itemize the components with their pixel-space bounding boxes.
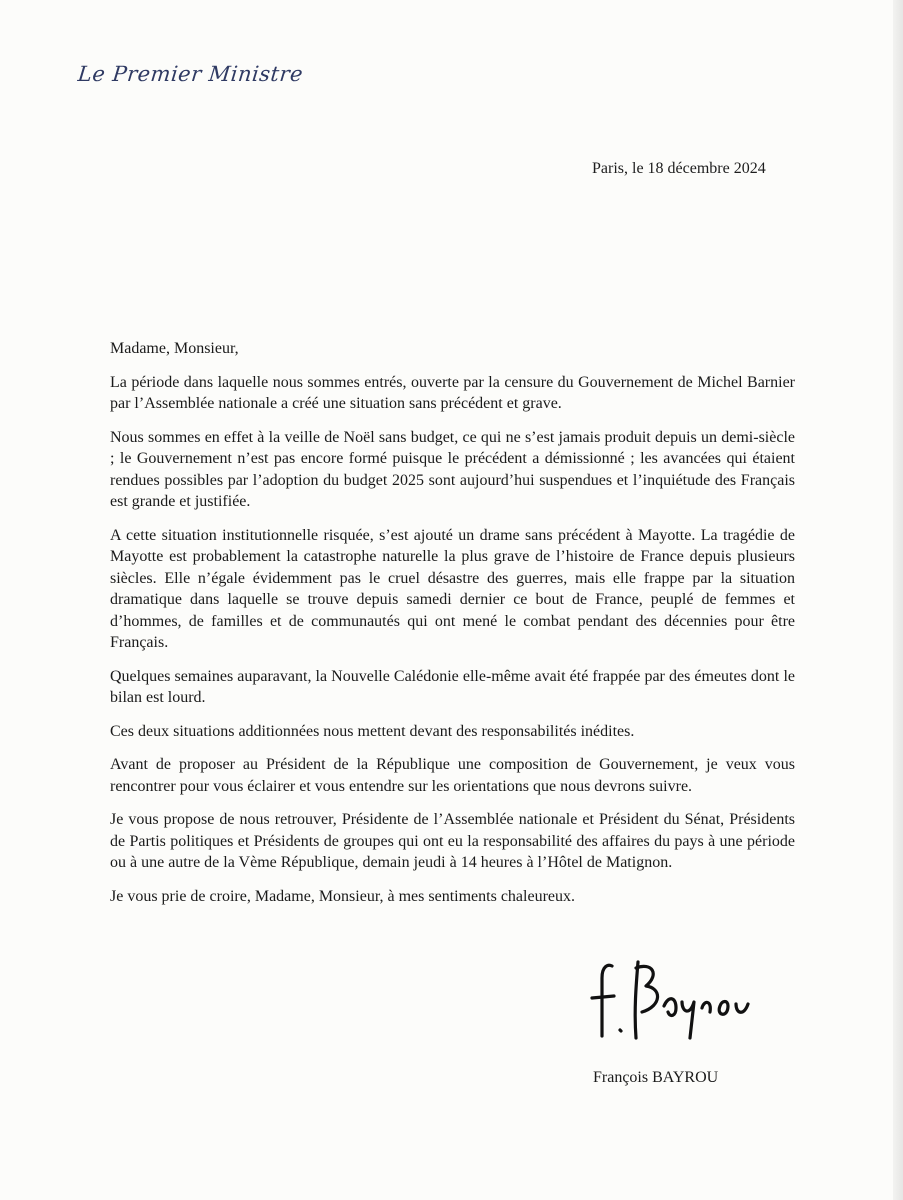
paragraph-2: Nous sommes en effet à la veille de Noël sans budget, ce qui ne s’est jamais produit depuis un demi-siècle ; le Gouvernement n’est pas encore formé puisque le précédent a démissionné ; les avancées qui étaient rendues possibles par l’adoption du budget 2025 sont aujourd’hui suspendues et l’inquiétude des Français est grande et justifiée. xyxy=(110,428,795,510)
signer-name: François BAYROU xyxy=(593,1069,719,1086)
paragraph-4: Quelques semaines auparavant, la Nouvelle Calédonie elle-même avait été frappée par des émeutes dont le bilan est lourd. xyxy=(110,667,795,706)
salutation: Madame, Monsieur, xyxy=(110,340,239,357)
page-edge-shadow xyxy=(893,0,903,1200)
letter-body xyxy=(110,338,795,907)
handwritten-signature xyxy=(586,956,756,1046)
paragraph-7: Je vous propose de nous retrouver, Présidente de l’Assemblée nationale et Président du Sénat, Présidents de Partis politiques et Présidents de groupes qui ont eu la responsabilité des affaires du pays à une période ou à une autre de la Vème République, demain jeudi à 14 heures à l’Hôtel de Matignon. xyxy=(110,811,795,871)
paragraph-1: La période dans laquelle nous sommes entrés, ouverte par la censure du Gouvernement de Michel Barnier par l’Assemblée nationale a créé une situation sans précédent et grave. xyxy=(110,373,795,412)
closing-formula: Je vous prie de croire, Madame, Monsieur, à mes sentiments chaleureux. xyxy=(110,887,575,905)
paragraph-6: Avant de proposer au Président de la République une composition de Gouvernement, je veux vous rencontrer pour vous éclairer et vous entendre sur les orientations que nous devrons suivre. xyxy=(110,756,795,795)
paragraph-3: A cette situation institutionnelle risquée, s’est ajouté un drame sans précédent à Mayotte. La tragédie de Mayotte est probablement la catastrophe naturelle la plus grave de l’histoire de France depuis plusieurs siècles. Elle n’égale évidemment pas le cruel désastre des guerres, mais elle frappe par la situation dramatique dans laquelle se trouve depuis samedi dernier ce bout de France, peuplé de femmes et d’hommes, de familles et de communautés qui ont mené le combat pendant des décennies pour être Français. xyxy=(110,526,795,651)
paragraph-5: Ces deux situations additionnées nous mettent devant des responsabilités inédites. xyxy=(110,722,635,740)
letterhead-title: Le Premier Ministre xyxy=(76,62,305,86)
date-line: Paris, le 18 décembre 2024 xyxy=(592,160,766,177)
